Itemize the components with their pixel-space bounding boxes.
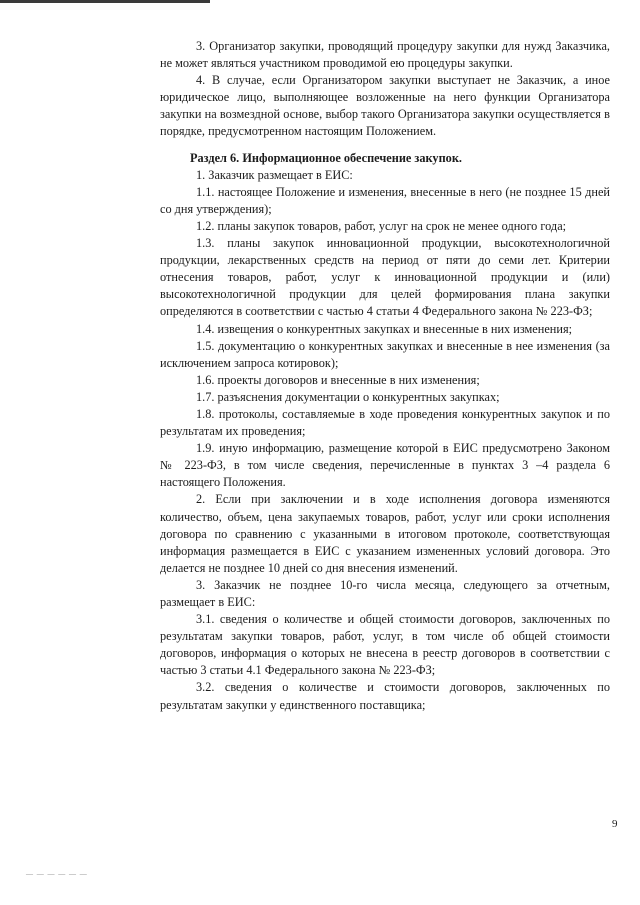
paragraph-3-1: 3.1. сведения о количестве и общей стоимости договоров, заключенных по результатам закупки товаров, работ, услуг, в том числе об общей стоимости договоров, информация о которых не внесена в реестр договоров в соответствии с частью 3 статьи 4.1 Федерального закона № 223-ФЗ; <box>160 612 610 678</box>
paragraph-1-5: 1.5. документацию о конкурентных закупках и внесенные в нее изменения (за исключением запроса котировок); <box>160 338 610 370</box>
paragraph-1-4: 1.4. извещения о конкурентных закупках и внесенные в них изменения; <box>196 321 573 336</box>
paragraph-1-3: 1.3. планы закупок инновационной продукции, высокотехнологичной продукции, лекарственных средств на период от пяти до семи лет. Критерии отнесения товаров, работ, услуг к инновационной продукции и (или) высокотехнологичной продукции для целей формирования плана закупки определяются в соответствии с частью 4 статьи 4 Федерального закона № 223-ФЗ; <box>160 236 610 319</box>
section-heading: Раздел 6. Информационное обеспечение закупок. <box>190 150 462 165</box>
paragraph-3: 3. Заказчик не позднее 10-го числа месяца, следующего за отчетным, размещает в ЕИС: <box>160 577 610 609</box>
paragraph-organizer-selection: 4. В случае, если Организатором закупки выступает не Заказчик, а иное юридическое лицо, выполняющее возложенные на него функции Организатора закупки на возмездной основе, выбор такого Организатора закупки осуществляется в порядке, предусмотренном настоящим Положением. <box>160 73 610 139</box>
paragraph-2: 2. Если при заключении и в ходе исполнения договора изменяются количество, объем, цена закупаемых товаров, работ, услуг или сроки исполнения договора по сравнению с указанными в итоговом протоколе, соответствующая информация размещается в ЕИС с указанием измененных условий договора. Это делается не позднее 10 дней со дня внесения изменений. <box>160 492 610 575</box>
paragraph-1-2: 1.2. планы закупок товаров, работ, услуг на срок не менее одного года; <box>196 218 567 233</box>
scan-footer-mark: — — — — — — <box>26 870 88 878</box>
paragraph-1-7: 1.7. разъяснения документации о конкурентных закупках; <box>196 389 500 404</box>
paragraph-3-2: 3.2. сведения о количестве и стоимости договоров, заключенных по результатам закупки у единственного поставщика; <box>160 680 610 712</box>
page-number: 9 <box>612 818 618 830</box>
paragraph-1: 1. Заказчик размещает в ЕИС: <box>196 167 353 182</box>
paragraph-1-1: 1.1. настоящее Положение и изменения, внесенные в него (не позднее 15 дней со дня утверждения); <box>160 184 610 216</box>
paragraph-1-6: 1.6. проекты договоров и внесенные в них изменения; <box>196 372 480 387</box>
paragraph-1-8: 1.8. протоколы, составляемые в ходе проведения конкурентных закупок и по результатам их проведения; <box>160 406 610 439</box>
document-body <box>160 38 610 714</box>
paragraph-1-9: 1.9. иную информацию, размещение которой в ЕИС предусмотрено Законом № 223-ФЗ, в том числе сведения, перечисленные в пунктах 3 –4 раздела 6 настоящего Положения. <box>160 441 610 490</box>
paragraph-organizer-not-participant: 3. Организатор закупки, проводящий процедуру закупки для нужд Заказчика, не может являться участником проводимой ею процедуры закупки. <box>160 39 610 71</box>
top-border-line <box>0 0 210 3</box>
